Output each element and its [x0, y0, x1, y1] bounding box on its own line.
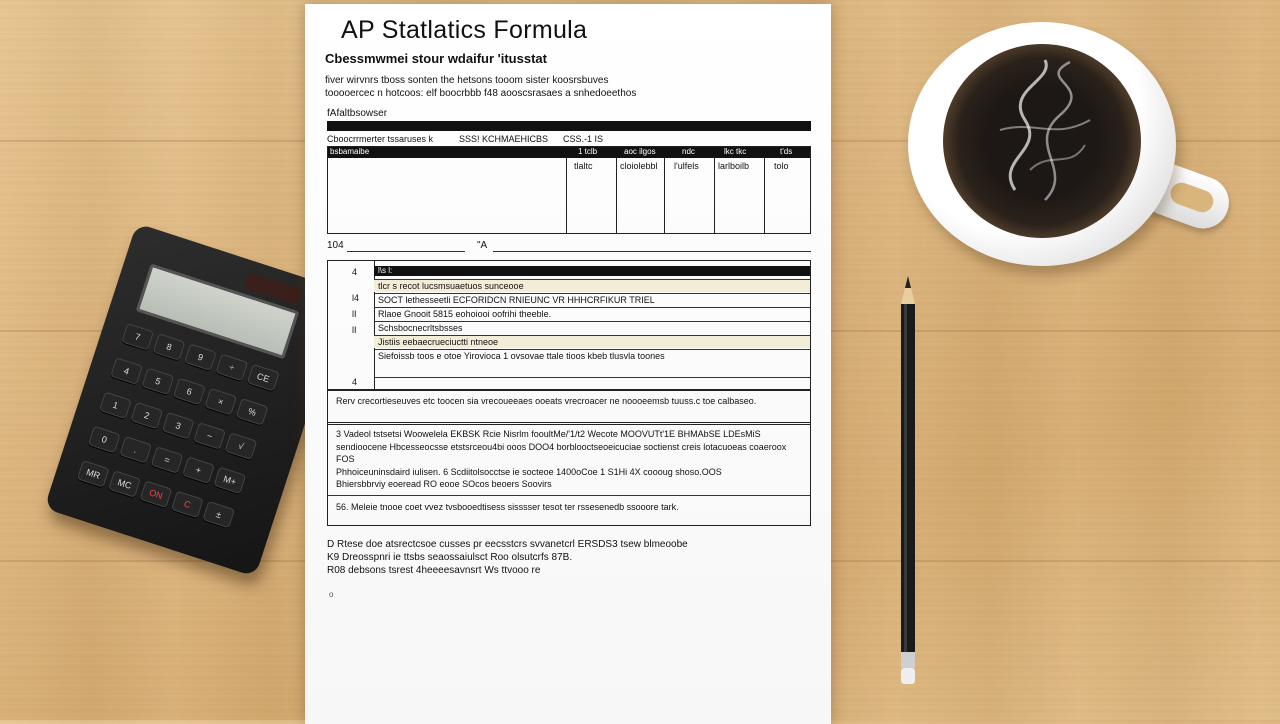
table2-header-cell: 1 tclb: [578, 147, 598, 156]
formula-line: Bhiersbbrviy eoeread RO eooe SOcos beoers Soovirs: [336, 479, 552, 489]
calculator-key: %: [236, 398, 269, 426]
calculator-key: 0: [88, 426, 121, 454]
calculator-key: MC: [108, 470, 141, 498]
section-bar: [327, 121, 811, 131]
table2-header-cell: ndc: [682, 147, 695, 156]
table3-left-column: [328, 261, 375, 389]
intro-line: tooooercec n hotcoos: elf boocrbbb f48 aooscsrasaes a snhedoeethos: [325, 88, 637, 99]
table2-col-divider: [664, 158, 665, 233]
calculator-key: C: [171, 491, 204, 519]
table2-header: [328, 147, 810, 158]
footer-text: [327, 538, 688, 577]
calculator-key: 4: [110, 357, 143, 385]
formula-line: Phhoiceuninsdaird iulisen. 6 Scdiitolsocctse ie socteoe 1400oCoe 1 S1Hi 4X coooug shoso.OOS: [336, 466, 722, 477]
table2-cell: tlaltc: [574, 161, 593, 171]
calculator-key: M+: [213, 467, 246, 495]
table3-number: lI: [352, 325, 357, 335]
calculator-key: 1: [99, 392, 132, 420]
calculator-key: +: [182, 456, 215, 484]
formula-line: 3 Vadeol tstsetsi Woowelela EKBSK Rcie Nisrlm fooultMe/'1/t2 Wecote MOOVUTt'1E BHMAbSE LDEsMiS: [336, 429, 761, 439]
intro-line: fiver wirvnrs tboss sonten the hetsons tooom sister koosrsbuves: [325, 75, 609, 86]
calculator-key: 5: [142, 367, 175, 395]
table3-number: lI: [352, 309, 357, 319]
table3-number: l4: [352, 293, 360, 303]
intro-text: [325, 74, 795, 100]
table3-header-bar: l\s l:: [374, 266, 810, 276]
formula-box: [327, 422, 811, 526]
calculator-key: ±: [202, 501, 235, 529]
footer-line: K9 Dreosspnri ie ttsbs seaossaiulsct Roo olsutcrfs 87B.: [327, 552, 573, 563]
sheet-title: AP Statlatics Formula: [341, 16, 588, 44]
table3-row: Rlaoe Gnooit 5815 eohoiooi oofrihi theeble.: [374, 307, 810, 320]
calculator-key: CE: [247, 364, 280, 392]
calculator-key: ÷: [215, 354, 248, 382]
table2: [327, 146, 811, 234]
table1-header-cell: CSS.-1 IS: [563, 134, 604, 144]
table2-header-cell: t'ds: [780, 147, 793, 156]
calculator-key: 3: [162, 412, 195, 440]
section-label: fAfaltbsowser: [327, 108, 388, 119]
calculator-key: =: [151, 446, 184, 474]
note-box: Rerv crecortieseuves etc toocen sia vrecoueeaes ooeats vrecroacer ne noooeemsb tuuss.c toe calbaseo.: [327, 390, 811, 425]
table3-row: SOCT lethesseetli ECFORIDCN RNIEUNC VR HHHCRFIKUR TRIEL: [374, 293, 810, 306]
calculator-key: 6: [173, 378, 206, 406]
table2-col-divider: [714, 158, 715, 233]
pencil: [897, 276, 919, 686]
steam-icon: [975, 50, 1115, 210]
calculator-key: √: [225, 432, 258, 460]
calculator-key: MR: [77, 460, 110, 488]
table3-row: Siefoissb toos e otoe Yirovioca 1 ovsovae ttale tioos kbeb tlusvla toones: [374, 349, 810, 362]
form-line-underline: [347, 251, 465, 252]
table2-cell: larlboilb: [718, 161, 750, 171]
table3-row: Schsbocnecrltsbsses: [374, 321, 810, 334]
calculator-key: 2: [130, 402, 163, 430]
footer-line: D Rtese doe atsrectcsoe cusses pr eecsstcrs svvanetcrl ERSDS3 tsew blmeoobe: [327, 539, 688, 550]
calculator-key: .: [119, 436, 152, 464]
table2-header-cell: aoc ilgos: [624, 147, 656, 156]
calculator-key: 7: [121, 323, 154, 351]
calculator-keypad: [69, 323, 289, 556]
table2-cell: tolo: [774, 161, 789, 171]
page-mark: o: [329, 590, 334, 599]
formula-line: sendioocene Hbcesseocsse etstsrceou4bi ooos DOO4 borblooctseoeicuciae soctienst creis lotacuoeas coaeroox FOS: [336, 441, 787, 464]
formula-note: 56. Meleie tnooe coet vvez tvsbooedtisess sisssser tesot ter rssesenedb ssooore tark.: [336, 502, 679, 512]
table1-header-cell: Cboocrrmerter tssaruses k: [327, 134, 434, 144]
table3-row: tlcr s recot lucsmsuaetuos sunceooe: [374, 279, 810, 292]
calculator-key: 8: [153, 333, 186, 361]
table2-header-cell: lkc tkc: [724, 147, 747, 156]
calculator-key: −: [193, 422, 226, 450]
calculator-key: 9: [184, 343, 217, 371]
sheet-subtitle: Cbessmwmei stour wdaifur 'itusstat: [325, 51, 547, 66]
table3: [327, 260, 811, 390]
table3-number: 4: [352, 377, 358, 387]
form-line-left: 104: [327, 240, 344, 251]
formula-box-divider: [328, 495, 810, 496]
table2-cell: l'ulfels: [674, 161, 699, 171]
formula-sheet: [305, 4, 831, 724]
table2-col-divider: [616, 158, 617, 233]
table2-cell: cloiolebbl: [620, 161, 658, 171]
table2-header-left: bsbamaibe: [330, 147, 370, 156]
calculator: [44, 223, 348, 577]
footer-line: R08 debsons tsrest 4heeeesavnsrt Ws ttvooo re: [327, 565, 541, 576]
table3-number: 4: [352, 267, 358, 277]
calculator-key: ON: [140, 480, 173, 508]
calculator-key: ×: [204, 388, 237, 416]
table3-row: Jistiis eebaecrueciuctti ntneoe: [374, 335, 810, 348]
table1-header-cell: SSS! KCHMAEHICBS: [459, 134, 549, 144]
form-line-underline: [493, 251, 811, 252]
form-line-right: "A: [477, 240, 488, 251]
table2-col-divider: [566, 158, 567, 233]
table3-row-divider: [374, 377, 810, 378]
table2-col-divider: [764, 158, 765, 233]
